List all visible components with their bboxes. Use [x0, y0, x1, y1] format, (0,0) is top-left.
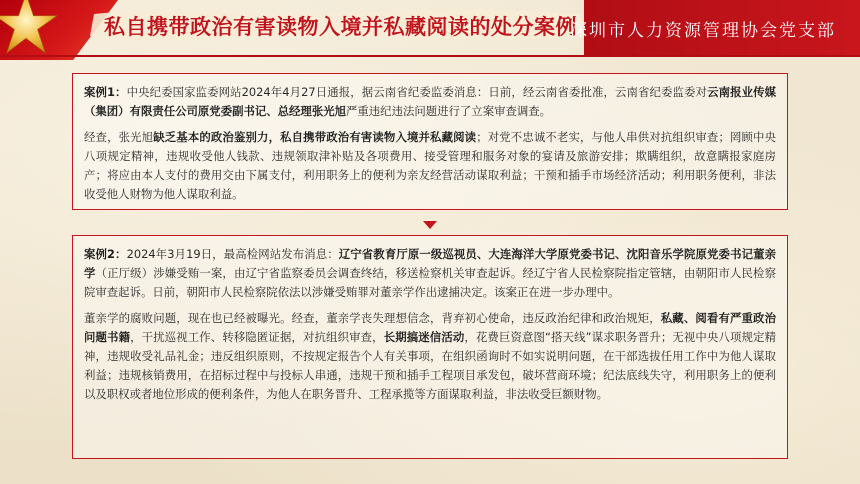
page-title: 私自携带政治有害读物入境并私藏阅读的处分案例 [104, 15, 577, 39]
case-card-1 [72, 73, 788, 210]
star-icon [0, 0, 60, 58]
case1-paragraph-2 [84, 128, 776, 204]
text-run: ，花费巨资意图“搭天线”谋求职务晋升；无视中央八项规定精神，违规收受礼品礼金；违反组织原则，不按规定报告个人有关事项，在组织函询时不如实说明问题，在干部选拔任用工作中为他人谋取利益；违规核销费用，在招标过程中与投标人串通，违规干预和插手工程项目承发包，破坏营商环境；纪法底线失守，利用职务上的便利以及职权或者地位形成的便利条件，为他人在职务晋升、工程承揽等方面谋取利益，非法收受巨额财物。 [84, 330, 776, 401]
down-arrow-icon [423, 221, 437, 229]
text-run: 严重违纪违法问题进行了立案审查调查。 [346, 104, 552, 118]
text-run: （正厅级）涉嫌受贿一案，由辽宁省监察委员会调查终结，移送检察机关审查起诉。经辽宁省人民检察院指定管辖，由朝阳市人民检察院审查起诉。日前，朝阳市人民检察院依法以涉嫌受贿罪对董亲学作出逮捕决定。该案正在进一步办理中。 [84, 266, 776, 299]
text-run: 2024年3月19日，最高检网站发布消息： [126, 247, 339, 261]
text-run: ；对党不忠诚不老实，与他人串供对抗组织审查；罔顾中央八项规定精神，违规收受他人钱款、违规领取津补贴及各项费用、接受管理和服务对象的宴请及旅游安排；欺瞒组织，故意瞒报家庭房产；将应由本人支付的费用交由下属支付，利用职务上的便利为亲友经营活动谋取利益；干预和插手市场经济活动；利用职务便利，非法收受他人财物为他人谋取利益。 [84, 130, 776, 201]
organization-name: 深圳市人力资源管理协会党支部 [570, 21, 836, 41]
case2-paragraph-2 [84, 309, 776, 404]
bold-text-run: 案例2： [84, 247, 127, 261]
bold-text-run: 私藏、阅看有严重政治问题书籍 [84, 311, 776, 344]
text-run: ，干扰巡视工作、转移隐匿证据，对抗组织审查， [130, 330, 384, 344]
case-card-2 [72, 235, 788, 459]
text-run: 董亲学的腐败问题，现在也已经被曝光。经查，董亲学丧失理想信念，背弃初心使命，违反政治纪律和政治规矩， [84, 311, 661, 325]
bold-text-run: 案例1： [84, 85, 127, 99]
bold-text-run: 云南报业传媒（集团）有限责任公司原党委副书记、总经理张光旭 [84, 85, 776, 118]
bold-text-run: 缺乏基本的政治鉴别力，私自携带政治有害读物入境并私藏阅读 [153, 130, 477, 144]
case1-paragraph-1 [84, 83, 776, 121]
bold-text-run: 辽宁省教育厅原一级巡视员、大连海洋大学原党委书记、沈阳音乐学院原党委书记董亲学 [84, 247, 776, 280]
text-run: 经查，张光旭 [84, 130, 154, 144]
header-divider [0, 55, 860, 57]
case2-paragraph-1 [84, 245, 776, 302]
bold-text-run: 长期搞迷信活动 [383, 330, 465, 344]
text-run: 中央纪委国家监委网站2024年4月27日通报，据云南省纪委监委消息：日前，经云南省委批准，云南省纪委监委对 [126, 85, 708, 99]
